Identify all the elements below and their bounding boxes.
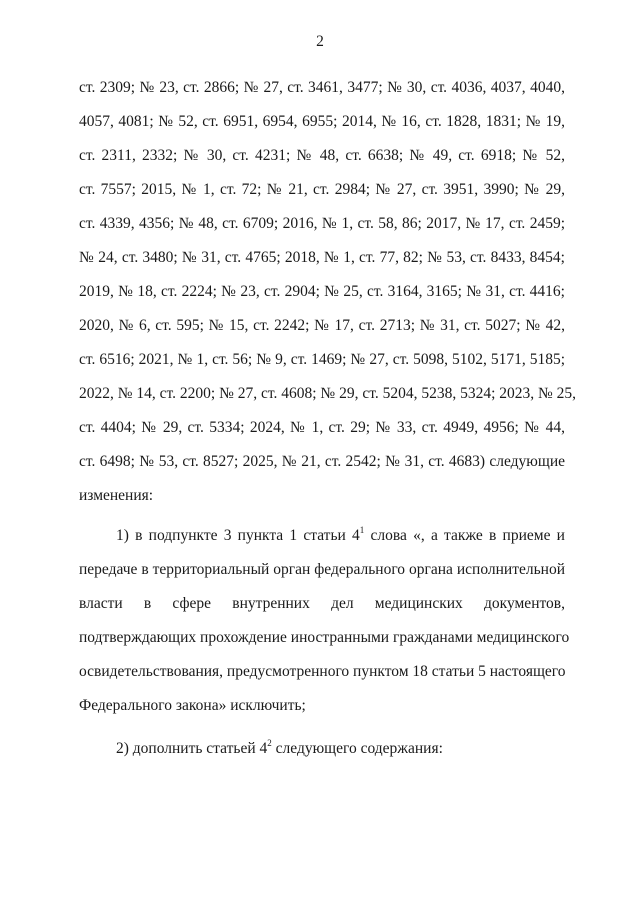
item-2-line [79,739,565,773]
item-1-text-start: 1) в подпункте 3 пункта 1 статьи 4 [116,527,360,544]
article-superscript: 2 [267,738,272,748]
text-line: освидетельствования, предусмотренного пунктом 18 статьи 5 настоящего [79,663,566,680]
text-line: ст. 2309; № 23, ст. 2866; № 27, ст. 3461, 3477; № 30, ст. 4036, 4037, 4040, [79,79,565,96]
item-1-first-line [79,526,565,560]
text-line: Федерального закона» исключить; [79,697,306,714]
text-line: ст. 4339, 4356; № 48, ст. 6709; 2016, № 1, ст. 58, 86; 2017, № 17, ст. 2459; [79,215,565,232]
text-line: 2022, № 14, ст. 2200; № 27, ст. 4608; № 29, ст. 5204, 5238, 5324; 2023, № 25, [79,385,577,402]
article-superscript: 1 [359,525,365,535]
text-line: 4057, 4081; № 52, ст. 6951, 6954, 6955; 2014, № 16, ст. 1828, 1831; № 19, [79,113,565,130]
amendment-item-1 [79,525,570,730]
text-line: власти в сфере внутренних дел медицинских документов, [79,595,565,612]
amendment-citation-paragraph [79,78,577,520]
page-number: 2 [316,33,324,50]
amendment-item-2 [79,739,565,773]
item-1-text-end: слова «, а также в приеме и [364,527,565,544]
text-line: 2020, № 6, ст. 595; № 15, ст. 2242; № 17, ст. 2713; № 31, ст. 5027; № 42, [79,317,565,334]
text-line: ст. 6498; № 53, ст. 8527; 2025, № 21, ст. 2542; № 31, ст. 4683) следующие [79,453,565,470]
text-line: передаче в территориальный орган федерального органа исполнительной [79,561,565,578]
text-line: 2019, № 18, ст. 2224; № 23, ст. 2904; № 25, ст. 3164, 3165; № 31, ст. 4416; [79,283,565,300]
item-2-text-start: 2) дополнить статьей 4 [116,740,268,757]
text-line: № 24, ст. 3480; № 31, ст. 4765; 2018, № 1, ст. 77, 82; № 53, ст. 8433, 8454; [79,249,565,266]
text-line: изменения: [79,487,154,504]
text-line: ст. 7557; 2015, № 1, ст. 72; № 21, ст. 2984; № 27, ст. 3951, 3990; № 29, [79,181,565,198]
text-line: подтверждающих прохождение иностранными гражданами медицинского [79,629,570,646]
text-line: ст. 2311, 2332; № 30, ст. 4231; № 48, ст. 6638; № 49, ст. 6918; № 52, [79,147,565,164]
item-2-text-end: следующего содержания: [271,740,443,757]
text-line: ст. 6516; 2021, № 1, ст. 56; № 9, ст. 1469; № 27, ст. 5098, 5102, 5171, 5185; [79,351,565,368]
text-line: ст. 4404; № 29, ст. 5334; 2024, № 1, ст. 29; № 33, ст. 4949, 4956; № 44, [79,419,565,436]
